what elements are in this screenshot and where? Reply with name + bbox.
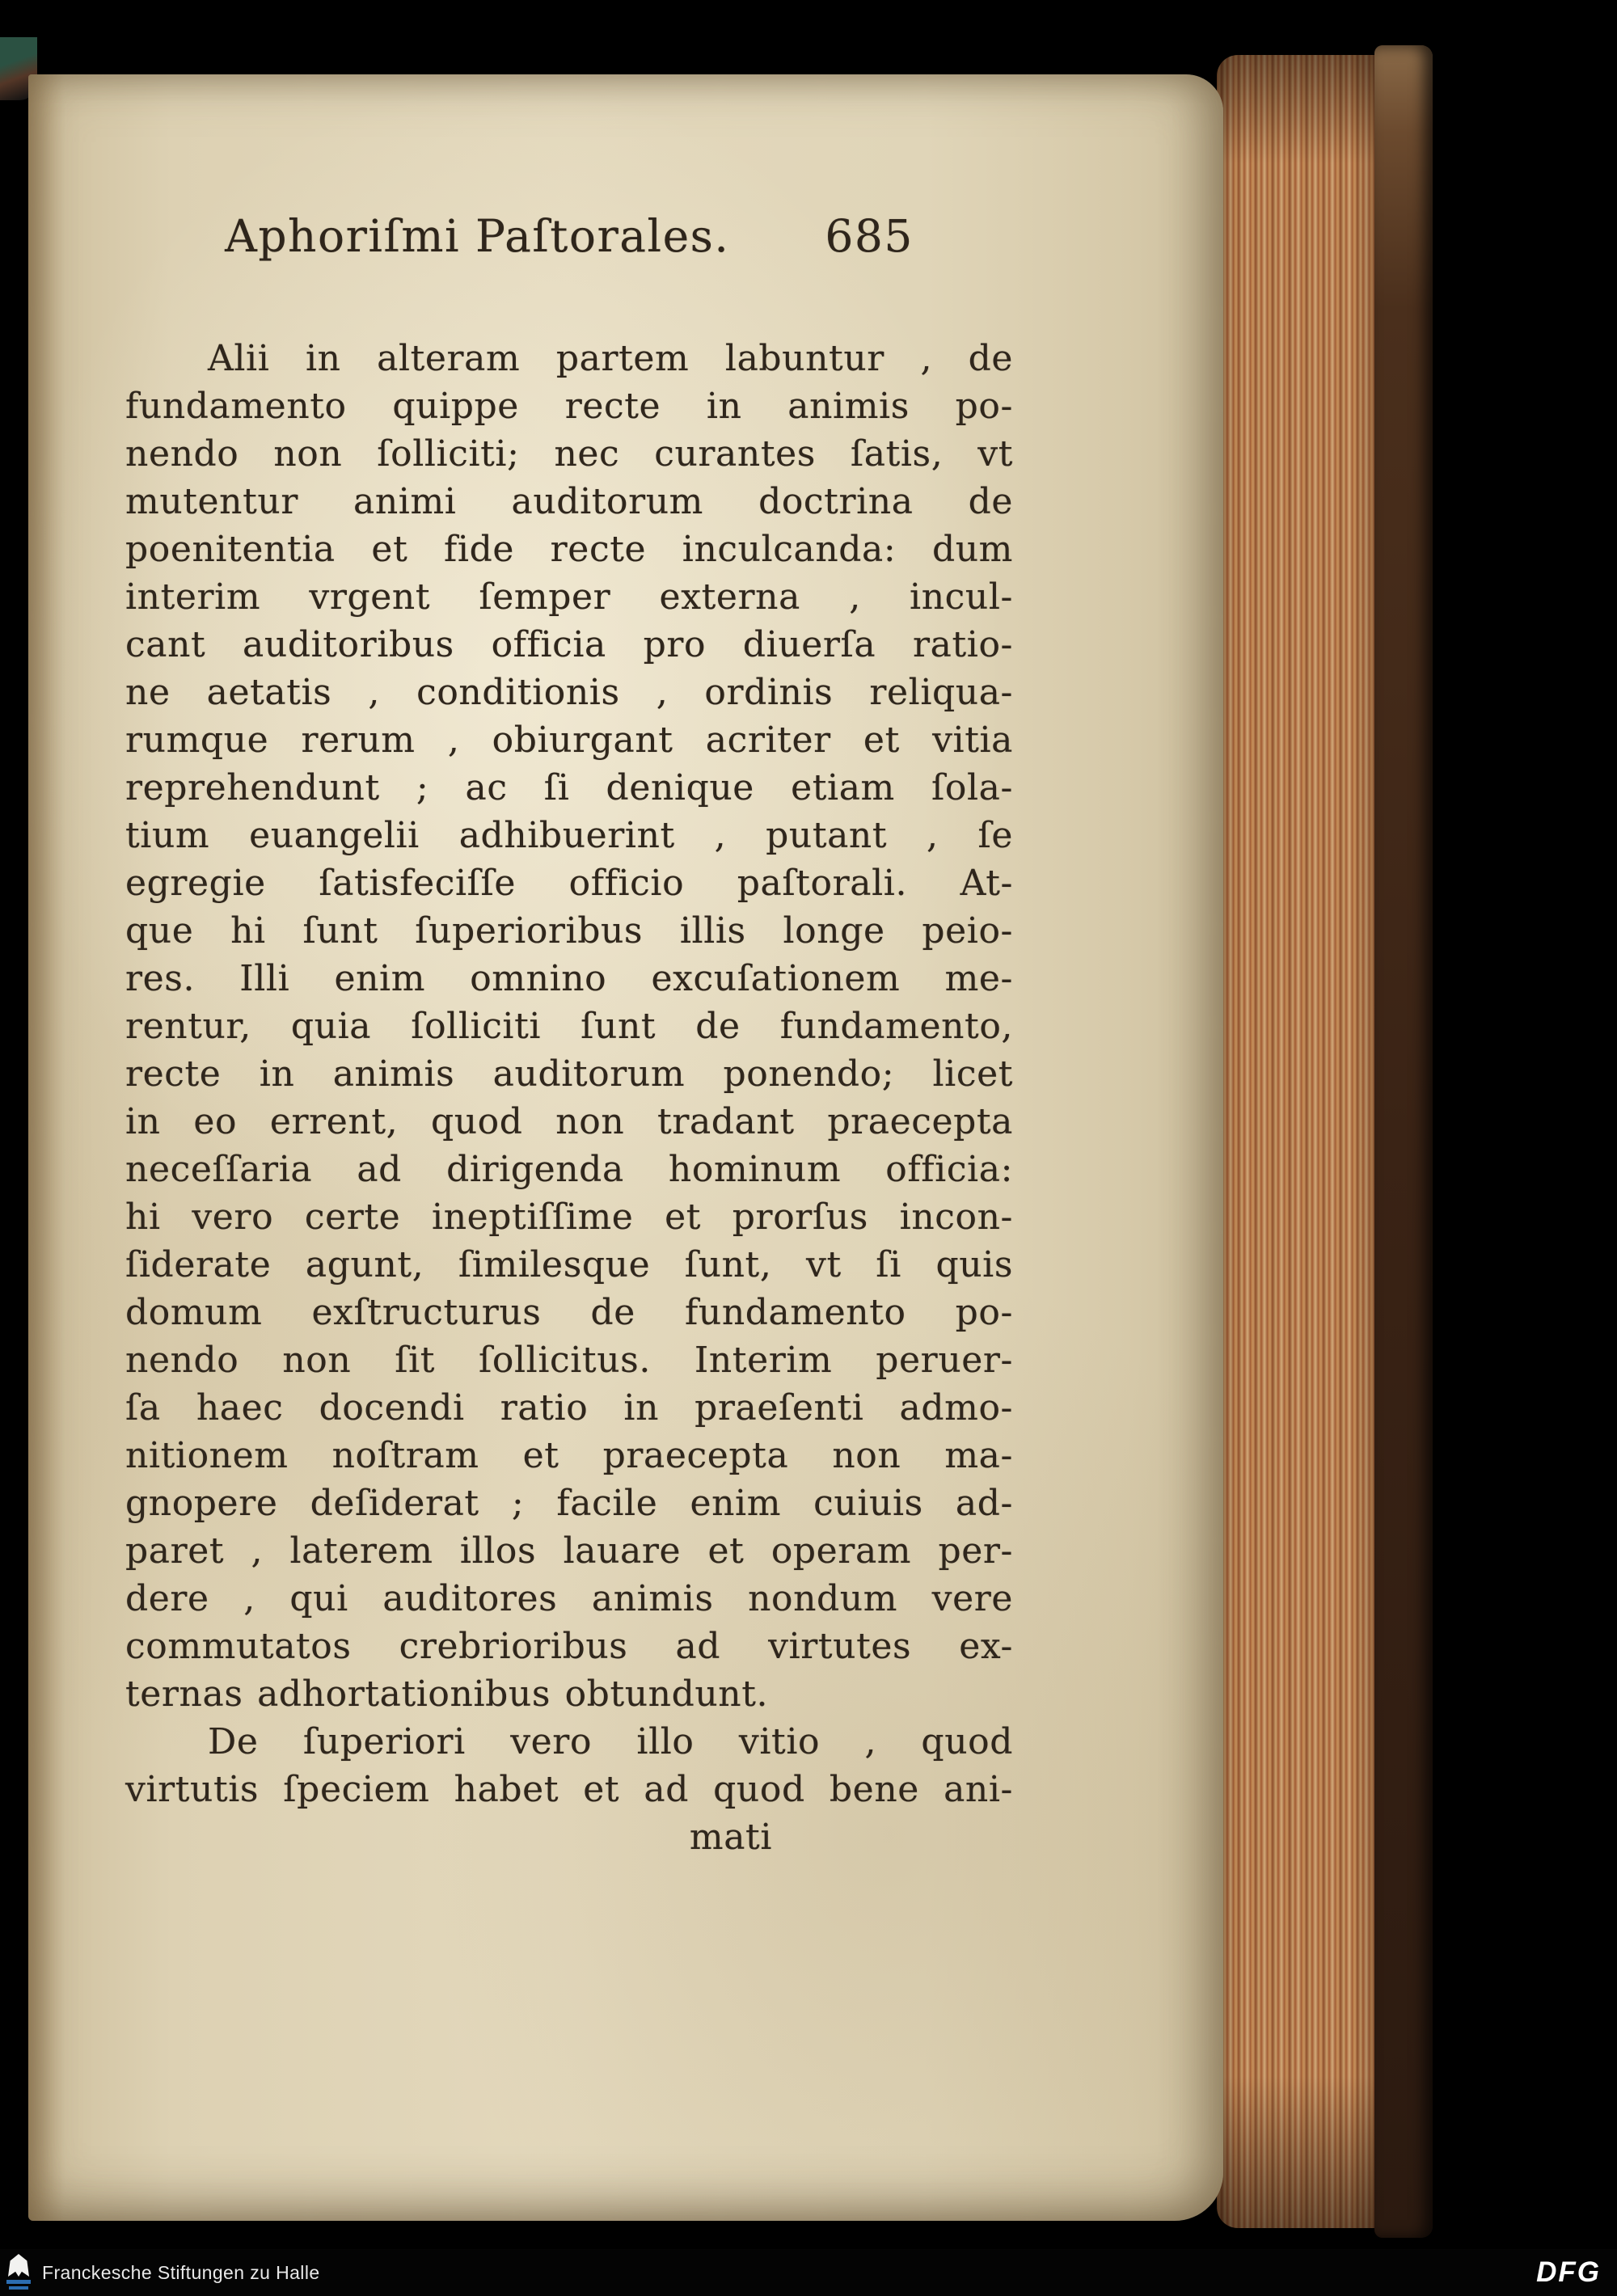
- text-line: ternas adhortationibus obtundunt.: [125, 1673, 769, 1715]
- text-line: res. Illi enim omnino excuſationem me-: [125, 958, 1013, 999]
- text-line: tium euangelii adhibuerint , putant , ſe: [125, 815, 1013, 856]
- text-line: nendo non ſit ſollicitus. Interim peruer-: [125, 1340, 1013, 1381]
- page-number: 685: [825, 210, 914, 262]
- text-line: cant auditoribus officia pro diuerſa ratio-: [125, 624, 1013, 665]
- attribution-text: Franckesche Stiftungen zu Halle: [42, 2261, 320, 2283]
- page-header: [125, 210, 1013, 262]
- text-line: paret , laterem illos lauare et operam per-: [125, 1530, 1013, 1572]
- body-text: [125, 335, 1013, 1861]
- text-line: ſiderate agunt, ſimilesque ſunt, vt ſi quis: [125, 1244, 1013, 1285]
- eagle-pictogram-icon: [8, 2254, 29, 2277]
- dfg-logo: DFG: [1536, 2256, 1601, 2288]
- text-line: ne aetatis , conditionis , ordinis reliqua-: [125, 672, 1013, 713]
- franckesche-stiftungen-logo-icon: [6, 2254, 31, 2291]
- text-line: De ſuperiori vero illo vitio , quod: [208, 1721, 1013, 1762]
- text-line: egregie ſatisfeciſſe officio paſtorali. At-: [125, 863, 1013, 904]
- text-line: hi vero certe ineptiſſime et prorſus incon-: [125, 1197, 1013, 1238]
- text-line: reprehendunt ; ac ſi denique etiam ſola-: [125, 767, 1013, 808]
- text-line: domum exſtructurus de fundamento po-: [125, 1292, 1013, 1333]
- text-line: nendo non ſolliciti; nec curantes ſatis, vt: [125, 433, 1013, 475]
- text-line: dere , qui auditores animis nondum vere: [125, 1578, 1013, 1619]
- text-line: neceſſaria ad dirigenda hominum officia:: [125, 1149, 1013, 1190]
- book-fore-edge: [1217, 55, 1388, 2228]
- text-line: recte in animis auditorum ponendo; licet: [125, 1053, 1013, 1095]
- text-line: rentur, quia ſolliciti ſunt de fundamento,: [125, 1006, 1013, 1047]
- text-line: gnopere deſiderat ; facile enim cuiuis ad-: [125, 1483, 1013, 1524]
- text-line: fundamento quippe recte in animis po-: [125, 386, 1013, 427]
- running-title: Aphoriſmi Paſtorales.: [225, 210, 730, 262]
- text-line: interim vrgent ſemper externa , incul-: [125, 576, 1013, 618]
- text-line: Alii in alteram partem labuntur , de: [208, 338, 1013, 379]
- catchword: mati: [689, 1817, 772, 1858]
- text-line: virtutis ſpeciem habet et ad quod bene ani-: [125, 1769, 1013, 1810]
- text-line: mutentur animi auditorum doctrina de: [125, 481, 1013, 522]
- text-line: in eo errent, quod non tradant praecepta: [125, 1101, 1013, 1142]
- text-line: nitionem noſtram et praecepta non ma-: [125, 1435, 1013, 1476]
- text-line: poenitentia et fide recte inculcanda: dum: [125, 529, 1013, 570]
- book-page: [28, 74, 1223, 2221]
- text-line: rumque rerum , obiurgant acriter et vitia: [125, 720, 1013, 761]
- attribution-bar: [0, 2249, 1617, 2296]
- book-cover-edge: [1374, 45, 1433, 2238]
- text-line: que hi ſunt ſuperioribus illis longe peio-: [125, 910, 1013, 952]
- text-line: ſa haec docendi ratio in praeſenti admo-: [125, 1387, 1013, 1429]
- text-line: commutatos crebrioribus ad virtutes ex-: [125, 1626, 1013, 1667]
